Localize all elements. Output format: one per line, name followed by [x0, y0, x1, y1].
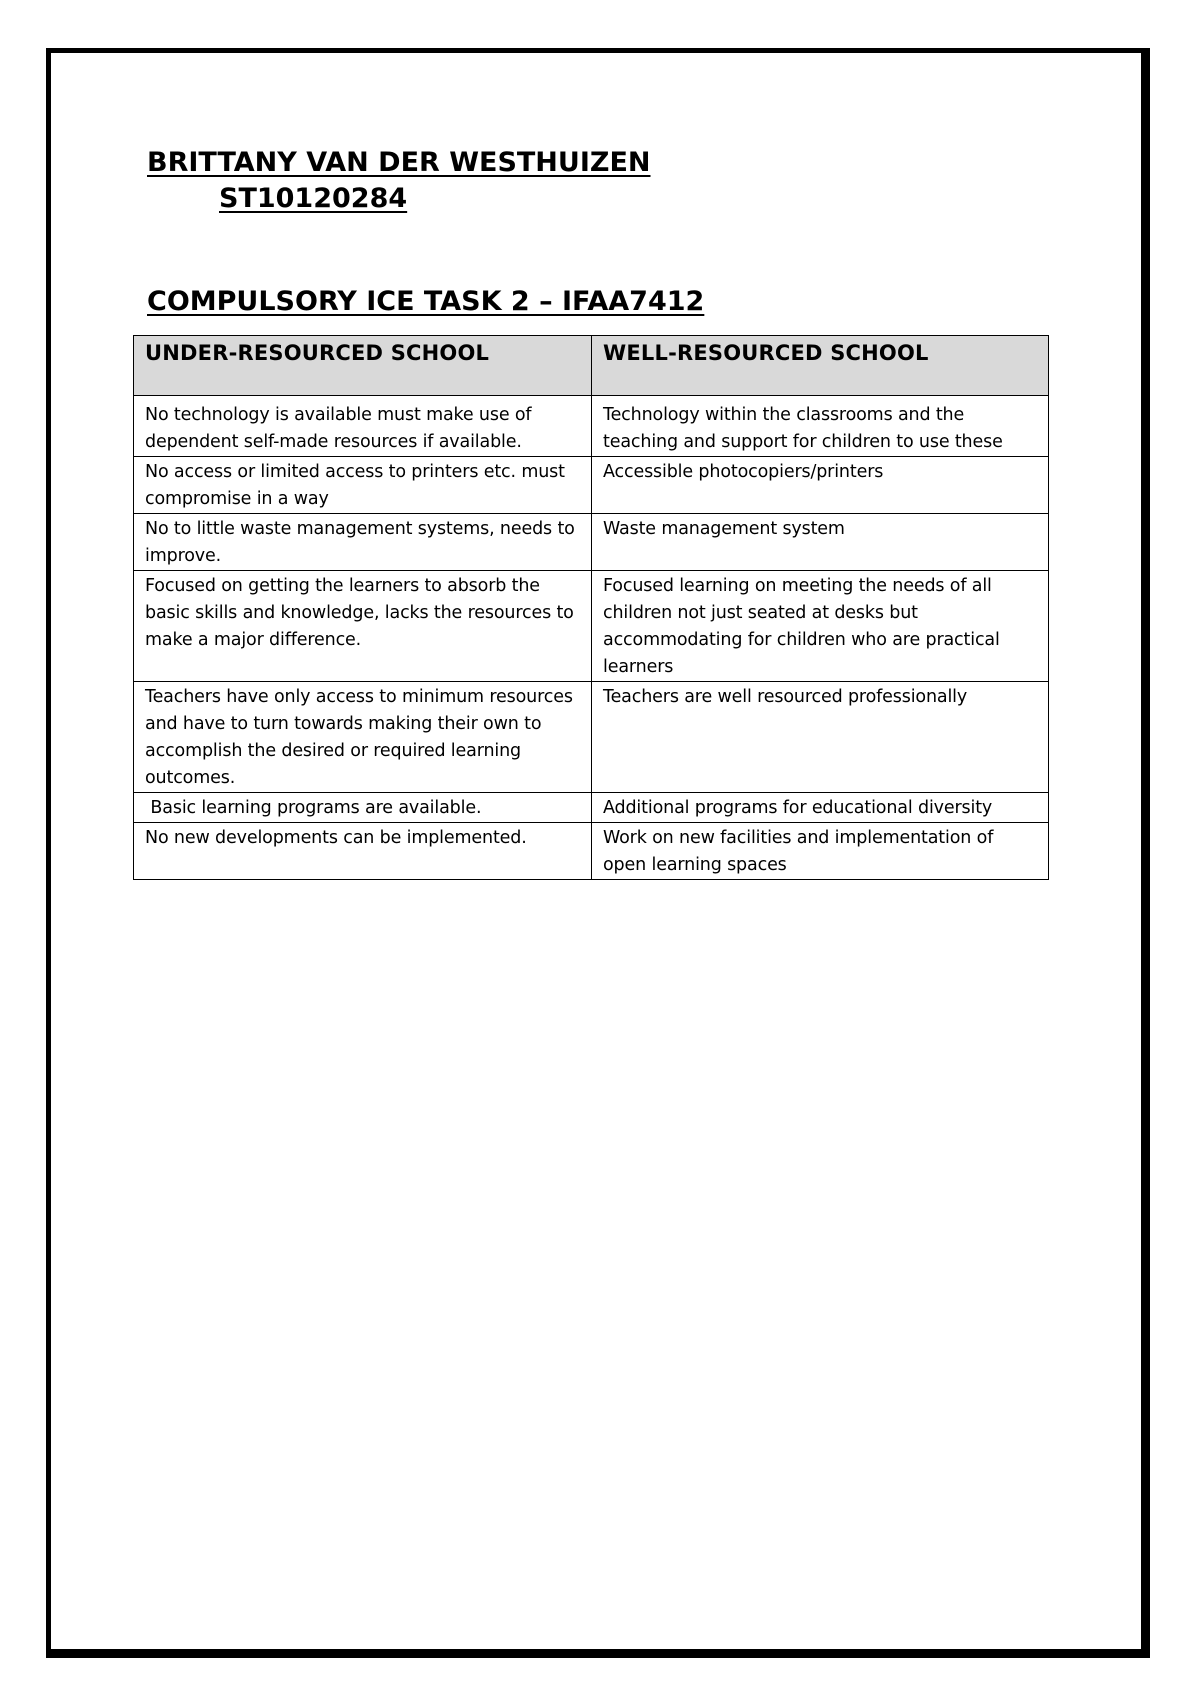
cell-well: Waste management system: [592, 514, 1049, 571]
cell-well: Work on new facilities and implementation of open learning spaces: [592, 823, 1049, 880]
comparison-table: [133, 335, 1049, 880]
cell-under: No access or limited access to printers etc. must compromise in a way: [134, 457, 592, 514]
cell-under: Focused on getting the learners to absorb the basic skills and knowledge, lacks the resources to make a major difference.: [134, 571, 592, 682]
table-header-row: [134, 336, 1049, 396]
table-row: [134, 823, 1049, 880]
cell-well: Accessible photocopiers/printers: [592, 457, 1049, 514]
table-row: [134, 514, 1049, 571]
cell-under: No to little waste management systems, needs to improve.: [134, 514, 592, 571]
cell-well: Additional programs for educational diversity: [592, 793, 1049, 823]
task-title: COMPULSORY ICE TASK 2 – IFAA7412: [147, 286, 705, 317]
author-name: BRITTANY VAN DER WESTHUIZEN: [147, 147, 651, 178]
cell-well: Teachers are well resourced professionally: [592, 682, 1049, 793]
cell-under: Basic learning programs are available.: [134, 793, 592, 823]
table-row: [134, 793, 1049, 823]
table-row: [134, 457, 1049, 514]
cell-well: Focused learning on meeting the needs of all children not just seated at desks but accommodating for children who are practical learners: [592, 571, 1049, 682]
header-well-resourced: WELL-RESOURCED SCHOOL: [592, 336, 1049, 396]
table-row: [134, 396, 1049, 457]
cell-under: No technology is available must make use of dependent self-made resources if available.: [134, 396, 592, 457]
cell-well: Technology within the classrooms and the teaching and support for children to use these: [592, 396, 1049, 457]
cell-under: No new developments can be implemented.: [134, 823, 592, 880]
student-number: ST10120284: [219, 183, 408, 214]
header-under-resourced: UNDER-RESOURCED SCHOOL: [134, 336, 592, 396]
cell-under: Teachers have only access to minimum resources and have to turn towards making their own to accomplish the desired or required learning outcomes.: [134, 682, 592, 793]
table-row: [134, 571, 1049, 682]
table-row: [134, 682, 1049, 793]
